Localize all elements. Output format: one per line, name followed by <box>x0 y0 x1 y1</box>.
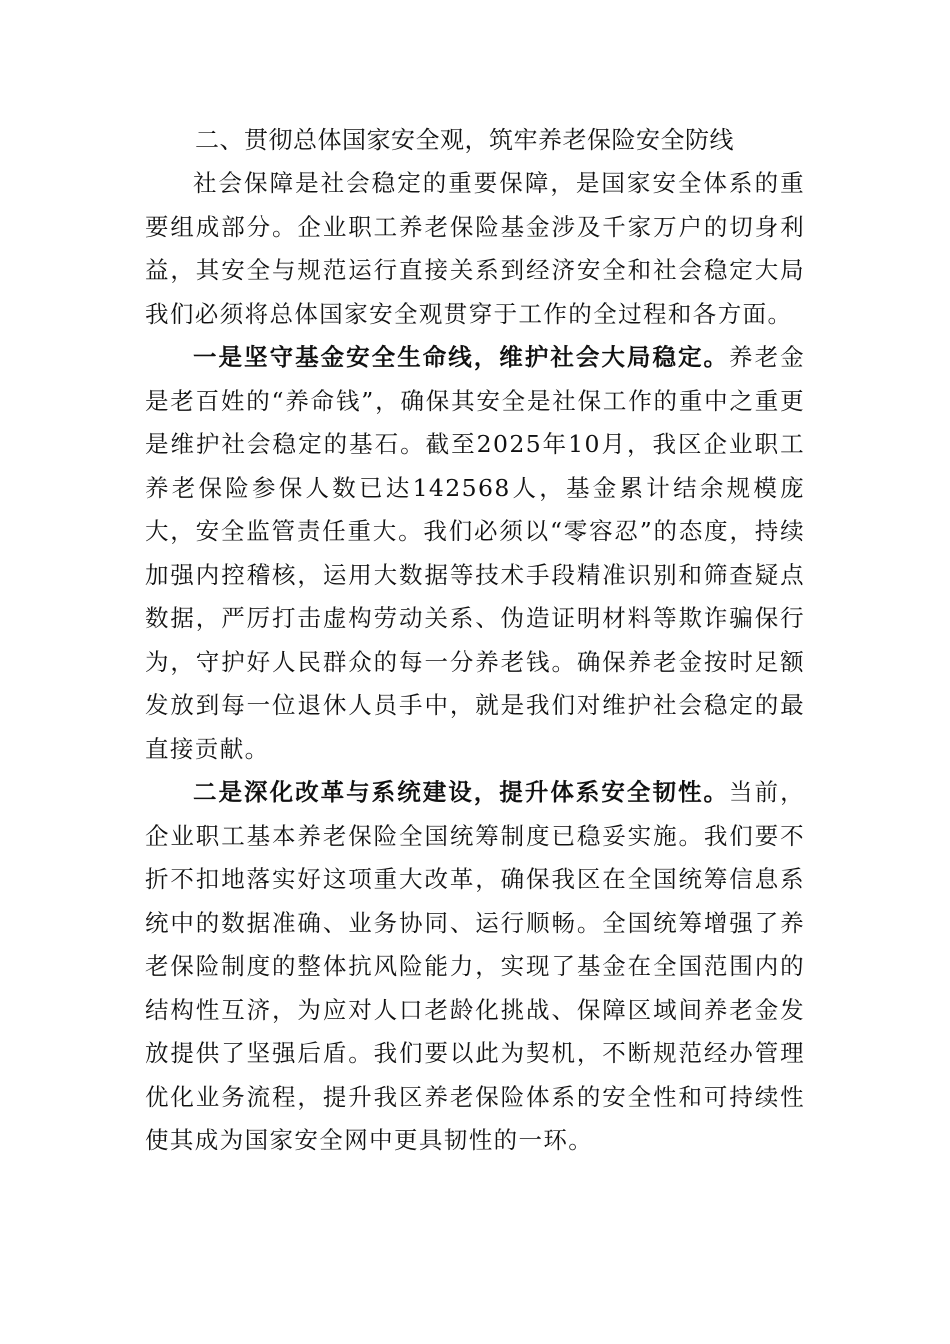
point-two-paragraph <box>145 771 805 1163</box>
point-one-body: 养老金是老百姓的“养命钱”，确保其安全是社保工作的重中之重更是维护社会稳定的基石。截至2025年10月，我区企业职工养老保险参保人数已达142568人，基金累计结余规模庞大，安全监管责任重大。我们必须以“零容忍”的态度，持续加强内控稽核，运用大数据等技术手段精准识别和筛查疑点数据，严厉打击虚构劳动关系、伪造证明材料等欺诈骗保行为，守护好人民群众的每一分养老钱。确保养老金按时足额发放到每一位退休人员手中，就是我们对维护社会稳定的最直接贡献。 <box>145 343 805 763</box>
document-page <box>145 120 805 1163</box>
point-one-paragraph <box>145 336 805 771</box>
section-heading: 二、贯彻总体国家安全观，筑牢养老保险安全防线 <box>195 126 734 154</box>
point-two-body: 当前，企业职工基本养老保险全国统筹制度已稳妥实施。我们要不折不扣地落实好这项重大改革，确保我区在全国统筹信息系统中的数据准确、业务协同、运行顺畅。全国统筹增强了养老保险制度的整体抗风险能力，实现了基金在全国范围内的结构性互济，为应对人口老龄化挑战、保障区域间养老金发放提供了坚强后盾。我们要以此为契机，不断规范经办管理优化业务流程，提升我区养老保险体系的安全性和可持续性使其成为国家安全网中更具韧性的一环。 <box>145 778 805 1154</box>
point-two-lead: 二是深化改革与系统建设，提升体系安全韧性。 <box>193 778 730 806</box>
point-one-lead: 一是坚守基金安全生命线，维护社会大局稳定。 <box>193 343 730 371</box>
intro-paragraph: 社会保障是社会稳定的重要保障，是国家安全体系的重要组成部分。企业职工养老保险基金涉及千家万户的切身利益，其安全与规范运行直接关系到经济安全和社会稳定大局我们必须将总体国家安全观贯穿于工作的全过程和各方面。 <box>145 169 805 328</box>
